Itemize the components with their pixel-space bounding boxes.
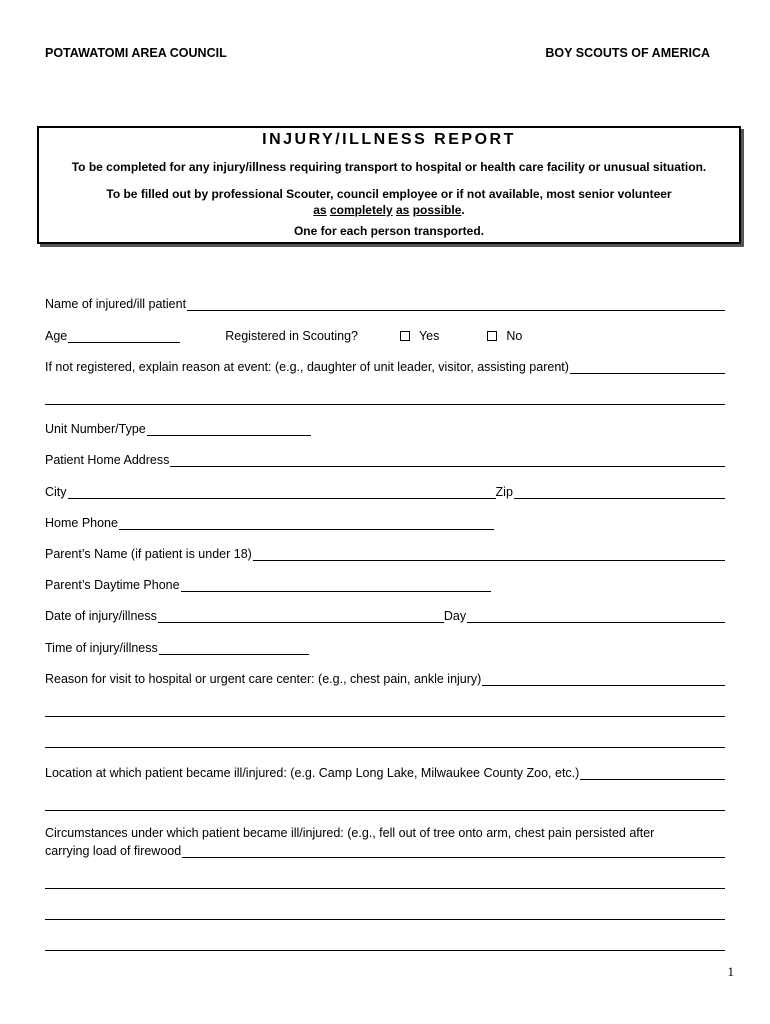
circumstances-row-2: [45, 843, 725, 858]
circumstances-line-2[interactable]: [45, 874, 725, 889]
reason-line-2[interactable]: [45, 702, 725, 717]
reason-label: Reason for visit to hospital or urgent care center: (e.g., chest pain, ankle injury): [45, 672, 482, 686]
age-row: [45, 328, 725, 343]
unit-field[interactable]: [147, 421, 311, 436]
parent-name-field[interactable]: [253, 546, 725, 561]
no-checkbox[interactable]: [487, 331, 497, 341]
address-label: Patient Home Address: [45, 453, 170, 467]
date-field[interactable]: [158, 608, 444, 623]
circumstances-line-4[interactable]: [45, 936, 725, 951]
name-field[interactable]: [187, 296, 725, 311]
circumstances-label-2: carrying load of firewood: [45, 844, 182, 858]
registered-label: Registered in Scouting?: [225, 329, 358, 343]
location-row: [45, 765, 725, 780]
organization-name: BOY SCOUTS OF AMERICA: [545, 46, 710, 60]
instruction-line-2-text: To be filled out by professional Scouter, council employee or if not available, most senior volunteer: [106, 187, 672, 201]
address-field[interactable]: [170, 452, 725, 467]
instruction-line-3: One for each person transported.: [293, 224, 485, 238]
location-field[interactable]: [580, 765, 725, 780]
instructions-box: [37, 126, 741, 244]
age-label: Age: [45, 329, 68, 343]
yes-label: Yes: [418, 329, 440, 343]
name-label: Name of injured/ill patient: [45, 297, 187, 311]
instruction-line-2: [39, 186, 739, 218]
time-field[interactable]: [159, 640, 309, 655]
unit-label: Unit Number/Type: [45, 422, 146, 436]
circumstances-field[interactable]: [182, 843, 725, 858]
instruction-as-2: as: [396, 203, 410, 217]
day-label: Day: [443, 609, 467, 623]
parent-phone-row: [45, 577, 725, 592]
unit-row: [45, 421, 725, 436]
instruction-completely: completely: [329, 203, 393, 217]
time-row: [45, 640, 725, 655]
no-label: No: [506, 329, 523, 343]
reason-line-3[interactable]: [45, 733, 725, 748]
zip-field[interactable]: [514, 484, 725, 499]
parent-phone-field[interactable]: [181, 577, 491, 592]
address-row: [45, 452, 725, 467]
location-line-2[interactable]: [45, 796, 725, 811]
day-field[interactable]: [467, 608, 725, 623]
council-name: POTAWATOMI AREA COUNCIL: [45, 46, 227, 60]
instruction-period: .: [461, 203, 465, 217]
age-field[interactable]: [68, 328, 180, 343]
city-field[interactable]: [68, 484, 496, 499]
instruction-possible: possible: [412, 203, 462, 217]
zip-label: Zip: [495, 485, 513, 499]
not-registered-label: If not registered, explain reason at event: (e.g., daughter of unit leader, visitor, assisting parent): [45, 360, 569, 374]
report-title: INJURY/ILLNESS REPORT: [262, 131, 516, 148]
parent-phone-label: Parent’s Daytime Phone: [45, 578, 180, 592]
date-row: [45, 608, 725, 623]
not-registered-field[interactable]: [570, 359, 725, 374]
reason-row: [45, 671, 725, 686]
instruction-line-1: To be completed for any injury/illness requiring transport to hospital or health care facility or unusual situation.: [71, 160, 707, 174]
phone-field[interactable]: [119, 515, 494, 530]
page-number: 1: [727, 964, 734, 979]
reason-field[interactable]: [482, 671, 725, 686]
phone-label: Home Phone: [45, 516, 118, 530]
location-label: Location at which patient became ill/injured: (e.g. Camp Long Lake, Milwaukee County Zoo, etc.): [45, 766, 580, 780]
city-label: City: [45, 485, 67, 499]
yes-checkbox[interactable]: [400, 331, 410, 341]
date-label: Date of injury/illness: [45, 609, 157, 623]
name-row: [45, 296, 725, 311]
time-label: Time of injury/illness: [45, 641, 158, 655]
circumstances-line-3[interactable]: [45, 905, 725, 920]
not-registered-row: [45, 359, 725, 374]
parent-name-row: [45, 546, 725, 561]
instruction-as-1: as: [313, 203, 327, 217]
phone-row: [45, 515, 725, 530]
circumstances-row-1: [45, 826, 725, 840]
not-registered-line-2[interactable]: [45, 390, 725, 405]
yes-option[interactable]: [400, 329, 439, 343]
parent-name-label: Parent’s Name (if patient is under 18): [45, 547, 252, 561]
no-option[interactable]: [487, 329, 522, 343]
circumstances-label-1: Circumstances under which patient became ill/injured: (e.g., fell out of tree onto arm, chest pain persisted after: [45, 826, 655, 840]
city-row: [45, 484, 725, 499]
